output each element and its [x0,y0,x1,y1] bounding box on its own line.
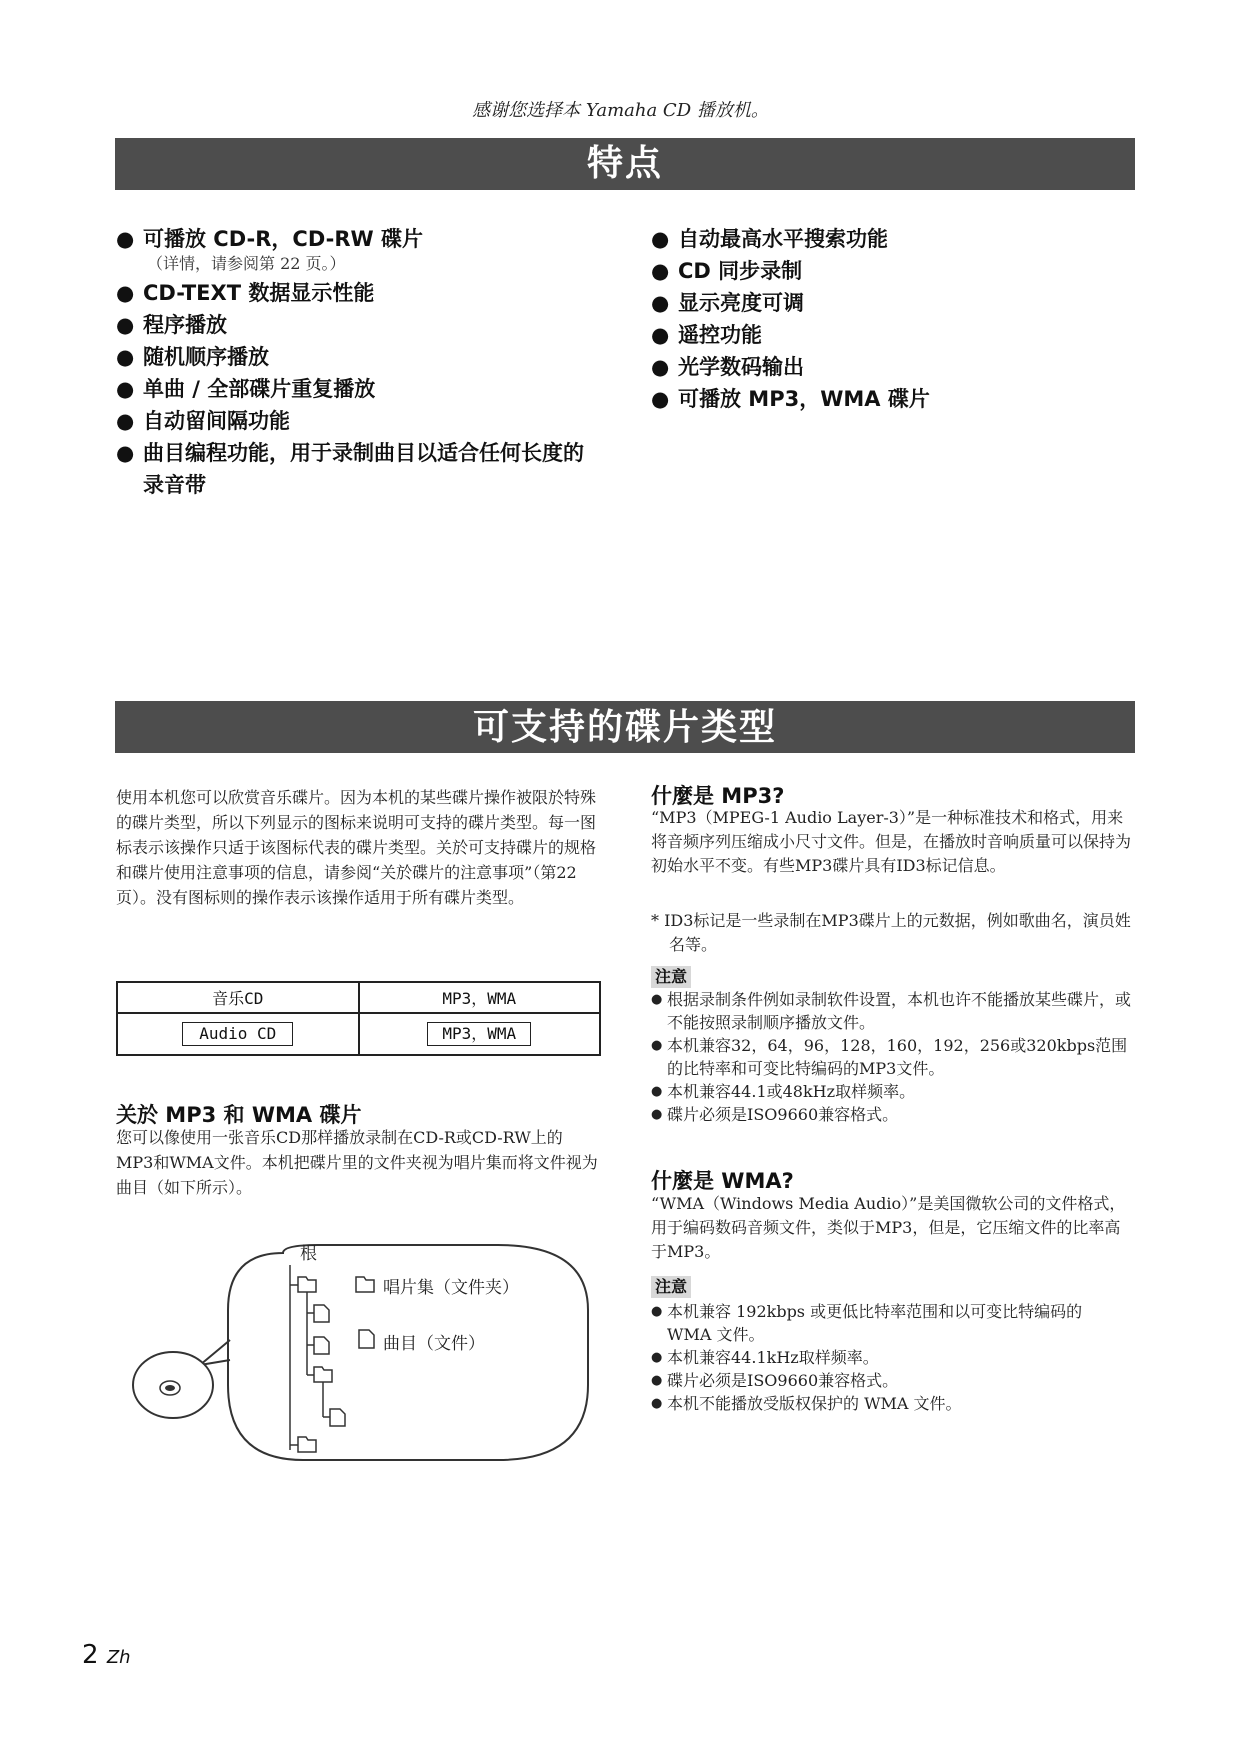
feature-item: ● 可播放 CD-R，CD-RW 碟片 （详情，请参阅第 22 页。） [116,223,616,275]
feature-item: ● 光学数码输出 [651,351,1131,383]
note-tag: 注意 [651,966,691,988]
feature-item: ● 单曲 / 全部碟片重复播放 [116,373,616,405]
note-item: ● 根据录制条件例如录制软件设置，本机也许不能播放某些碟片，或不能按照录制顺序播放文件。 [651,988,1131,1034]
folder-structure-diagram [118,1235,608,1470]
features-list-left [116,223,616,501]
disc-icon [133,1352,213,1418]
section-title-disc-types: 可支持的碟片类型 [115,701,1135,753]
features-list-right [651,223,1131,415]
note-tag: 注意 [651,1276,691,1298]
id3-footnote: * ID3标记是一些录制在MP3碟片上的元数据，例如歌曲名，演员姓名等。 [651,911,1131,954]
file-icon [314,1305,329,1322]
note-item: ● 本机兼容32，64，96，128，160，192，256或320kbps范围的比特率和可变比特编码的MP3文件。 [651,1034,1131,1080]
folder-icon [298,1277,316,1292]
folder-icon [356,1277,374,1292]
table-header-cd: 音乐CD [117,982,359,1013]
feature-item: ● 曲目编程功能，用于录制曲目以适合任何长度的录音带 [116,437,603,501]
feature-item: ● 自动最高水平搜索功能 [651,223,1131,255]
wma-notes-list [651,1300,1131,1415]
folder-tree-graphic [118,1235,608,1470]
disc-type-table [116,981,601,1056]
file-icon [330,1409,345,1426]
note-item: ● 碟片必须是ISO9660兼容格式。 [651,1369,1131,1392]
note-item: ● 本机不能播放受版权保护的 WMA 文件。 [651,1392,1131,1415]
note-item: ● 本机兼容44.1或48kHz取样频率。 [651,1080,1131,1103]
page-number: 2 Zh [82,1640,131,1670]
feature-item: ● 程序播放 [116,309,616,341]
note-item: ● 本机兼容 192kbps 或更低比特率范围和以可变比特编码的 WMA 文件。 [651,1300,1131,1346]
mp3-notes-list [651,988,1131,1126]
bubble-pointer [200,1340,230,1365]
feature-item: ● 显示亮度可调 [651,287,1131,319]
mp3wma-heading: 关於 MP3 和 WMA 碟片 [116,1103,362,1127]
mp3-wma-logo: MP3，WMA [427,1022,531,1046]
what-wma-body: “WMA（Windows Media Audio）”是美国微软公司的文件格式，用于编码数码音频文件，类似于MP3，但是，它压缩文件的比率高于MP3。 [651,1194,1126,1261]
table-cell-cd-logo [117,1013,359,1055]
feature-item: ● 遥控功能 [651,319,1131,351]
what-mp3-heading: 什麼是 MP3? [651,784,785,808]
thanks-line: 感谢您选择本 Yamaha CD 播放机。 [472,100,769,121]
note-item: ● 碟片必须是ISO9660兼容格式。 [651,1103,1131,1126]
language-code: Zh [106,1647,131,1668]
feature-subnote: （详情，请参阅第 22 页。） [147,254,346,273]
audio-cd-logo: Audio CD [182,1022,293,1046]
folder-icon [298,1437,316,1452]
feature-item: ● 自动留间隔功能 [116,405,616,437]
table-header-mp3wma: MP3，WMA [359,982,601,1013]
root-label: 根 [300,1244,317,1264]
note-item: ● 本机兼容44.1kHz取样频率。 [651,1346,1131,1369]
folder-legend-label: 唱片集（文件夹） [383,1278,519,1298]
file-icon [314,1337,329,1354]
feature-item: ● CD-TEXT 数据显示性能 [116,277,616,309]
mp3wma-body: 您可以像使用一张音乐CD那样播放录制在CD-R或CD-RW上的MP3和WMA文件。本机把碟片里的文件夹视为唱片集而将文件视为曲目（如下所示）。 [116,1128,598,1197]
what-mp3-body: “MP3（MPEG-1 Audio Layer-3）”是一种标准技术和格式，用来将音频序列压缩成小尺寸文件。但是，在播放时音响质量可以保持为初始水平不变。有些MP3碟片具有ID3标记信息。 [651,808,1132,875]
what-wma-heading: 什麼是 WMA? [651,1169,794,1193]
feature-item: ● 随机顺序播放 [116,341,616,373]
section-title-features: 特点 [115,138,1135,190]
table-cell-mp3wma-logo [359,1013,601,1055]
file-legend-label: 曲目（文件） [383,1334,485,1354]
folder-icon [314,1367,332,1382]
feature-item: ● CD 同步录制 [651,255,1131,287]
feature-item: ● 可播放 MP3，WMA 碟片 [651,383,1131,415]
disc-types-intro: 使用本机您可以欣赏音乐碟片。因为本机的某些碟片操作被限於特殊的碟片类型，所以下列显示的图标来说明可支持的碟片类型。每一图标表示该操作只适于该图标代表的碟片类型。关於可支持碟片的规格和碟片使用注意事项的信息，请参阅“关於碟片的注意事项”（第22页）。没有图标则的操作表示该操作适用于所有碟片类型。 [116,788,597,907]
file-icon [359,1330,374,1348]
